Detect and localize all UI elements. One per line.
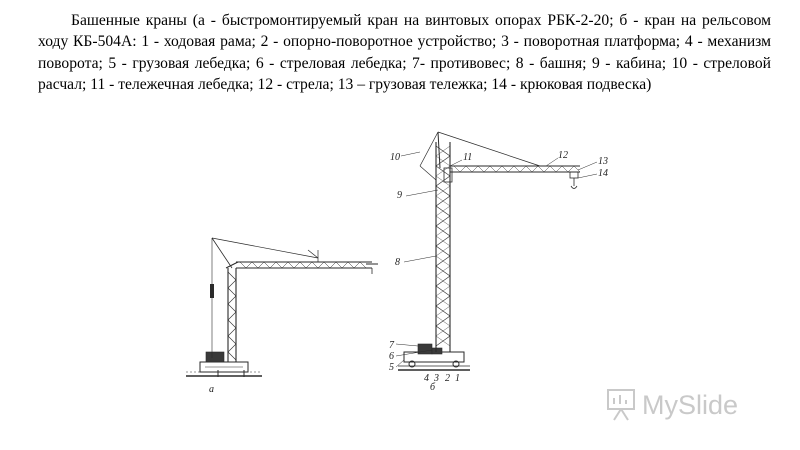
callout-6: 6 xyxy=(389,351,394,362)
crane-b xyxy=(396,132,597,370)
callout-12: 12 xyxy=(558,150,568,161)
presentation-icon xyxy=(608,390,634,420)
callout-13: 13 xyxy=(598,156,608,167)
callout-2: 2 xyxy=(445,373,450,384)
crane-a xyxy=(186,238,378,377)
watermark xyxy=(608,390,738,420)
figure-caption: Башенные краны (а - быстромонтируемый кран на винтовых опорах РБК-2-20; б - кран на рельсовом ходу КБ-504А: 1 - ходовая рама; 2 - опорно-поворотное устройство; 3 - поворотная платформа; 4 - механизм поворота; 5 - грузовая лебедка; 6 - стреловая лебедка; 7- противовес; 8 - башня; 9 - кабина; 10 - стреловой расчал; 11 - тележечная лебедка; 12 - стрела; 13 – грузовая тележка; 14 - крюковая подвеска) xyxy=(38,12,771,93)
watermark-text: MySlide xyxy=(642,390,739,420)
callout-8: 8 xyxy=(395,257,400,268)
callout-11: 11 xyxy=(463,152,473,163)
callout-14: 14 xyxy=(598,168,608,179)
crane-a-label: а xyxy=(209,384,214,395)
callout-3: 3 xyxy=(434,373,439,384)
callout-10: 10 xyxy=(390,152,400,163)
callout-7: 7 xyxy=(389,340,394,351)
callout-5: 5 xyxy=(389,362,394,373)
callout-4: 4 xyxy=(424,373,429,384)
crane-b-label: б xyxy=(430,382,436,393)
callout-9: 9 xyxy=(397,190,402,201)
callout-1: 1 xyxy=(455,373,460,384)
